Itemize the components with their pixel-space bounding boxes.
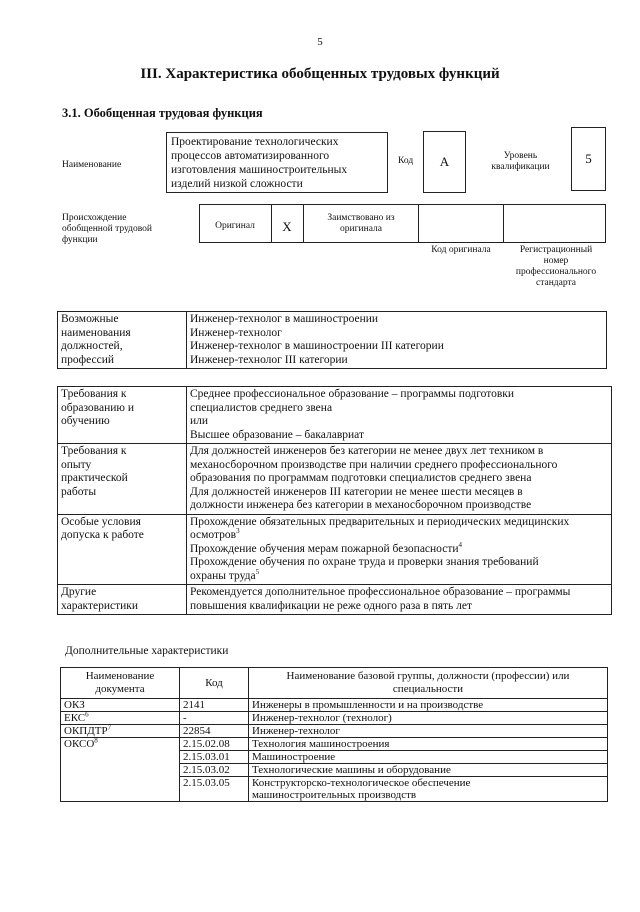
table-row	[61, 738, 608, 751]
position-item: Инженер-технолог в машиностроении	[190, 313, 379, 325]
original-label: Оригинал	[215, 221, 255, 231]
header-code: Код	[180, 668, 249, 699]
name-cell: Технология машиностроения	[249, 738, 608, 751]
requirement-text: Прохождение обязательных предварительных и периодических медицинских осмотров$^3$ Прохождение обучения мерам пожарной безопасности$^4$ Прохождение обучения по охране труда и проверки знания требований охраны труда$^5$	[187, 514, 612, 585]
table-row	[61, 725, 608, 738]
requirement-row-education	[58, 387, 612, 444]
function-name-line: изготовления машиностроительных	[171, 164, 348, 176]
code-label: Код	[398, 156, 414, 166]
section-title: III. Характеристика обобщенных трудовых функций	[140, 66, 500, 82]
doc-cell: ОКПДТР$^7$	[61, 725, 180, 738]
doc-cell: ОКСО$^8$	[61, 738, 180, 802]
code-original-caption: Код оригинала	[431, 245, 491, 255]
positions-table	[57, 311, 607, 369]
requirement-row-admission	[58, 514, 612, 585]
page-number: 5	[317, 36, 323, 48]
requirement-text: Среднее профессиональное образование – программы подготовки специалистов среднего звена или Высшее образование – бакалавриат	[187, 387, 612, 444]
subsection-title: 3.1. Обобщенная трудовая функция	[62, 106, 263, 120]
table-row	[61, 712, 608, 725]
position-item: Инженер-технолог в машиностроении III категории	[190, 340, 444, 352]
name-cell: Машиностроение	[249, 751, 608, 764]
function-name-box	[166, 132, 388, 193]
origin-label: Происхождение обобщенной трудовой функции	[62, 213, 152, 245]
header-name: Наименование базовой группы, должности (профессии) или специальности	[249, 668, 608, 699]
positions-list	[187, 312, 607, 369]
doc-cell: ОКЗ	[61, 699, 180, 712]
level-label: Уровень квалификации	[491, 151, 550, 172]
header-doc: Наименование документа	[61, 668, 180, 699]
name-cell: Конструкторско-технологическое обеспечение машиностроительных производств	[249, 777, 608, 802]
code-cell: 2.15.02.08	[180, 738, 249, 751]
name-cell: Инженеры в промышленности и на производстве	[249, 699, 608, 712]
function-name-line: изделий низкой сложности	[171, 178, 303, 190]
borrowed-label: Заимствовано из оригинала	[327, 213, 395, 234]
requirement-label: Требования к образованию и обучению	[58, 387, 187, 444]
position-item: Инженер-технолог	[190, 326, 282, 339]
table-row	[61, 699, 608, 712]
footnote-ref: 5	[255, 567, 260, 576]
level-value: 5	[571, 127, 606, 191]
requirement-label: Другие характеристики	[58, 585, 187, 615]
function-name-line: процессов автоматизированного	[171, 150, 330, 162]
requirement-row-other	[58, 585, 612, 615]
original-checkbox: X	[282, 219, 292, 234]
additional-table	[60, 667, 608, 802]
code-cell: 2141	[180, 699, 249, 712]
footnote-ref: 3	[236, 527, 240, 536]
requirement-row-experience	[58, 444, 612, 515]
positions-label: Возможные наименования должностей, профессий	[58, 312, 187, 369]
name-cell: Технологические машины и оборудование	[249, 764, 608, 777]
name-cell: Инженер-технолог (технолог)	[249, 712, 608, 725]
code-value: А	[423, 131, 466, 193]
additional-title: Дополнительные характеристики	[65, 645, 229, 657]
requirements-table	[57, 386, 612, 615]
requirement-label: Требования к опыту практической работы	[58, 444, 187, 515]
code-cell: 2.15.03.05	[180, 777, 249, 802]
name-label: Наименование	[62, 160, 122, 170]
code-cell: -	[180, 712, 249, 725]
function-name-line: Проектирование технологических	[171, 136, 339, 148]
code-cell: 2.15.03.01	[180, 751, 249, 764]
requirement-text: Для должностей инженеров без категории не менее двух лет техником в механосборочном производстве при наличии среднего профессионального образования по программам подготовки специалистов среднего звена Для должностей инженеров III категории не менее шести месяцев в должности инженера без категории в механосборочном производстве	[187, 444, 612, 515]
requirement-text: Рекомендуется дополнительное профессиональное образование – программы повышения квалификации не реже одного раза в пять лет	[187, 585, 612, 615]
requirement-label: Особые условия допуска к работе	[58, 514, 187, 585]
additional-header-row	[61, 668, 608, 699]
doc-cell: ЕКС$^6$	[61, 712, 180, 725]
code-cell: 22854	[180, 725, 249, 738]
code-cell: 2.15.03.02	[180, 764, 249, 777]
position-item: Инженер-технолог III категории	[190, 353, 348, 366]
reg-number-caption: Регистрационный номер профессионального стандарта	[515, 245, 597, 288]
footnote-ref: 4	[458, 540, 463, 549]
name-cell: Инженер-технолог	[249, 725, 608, 738]
